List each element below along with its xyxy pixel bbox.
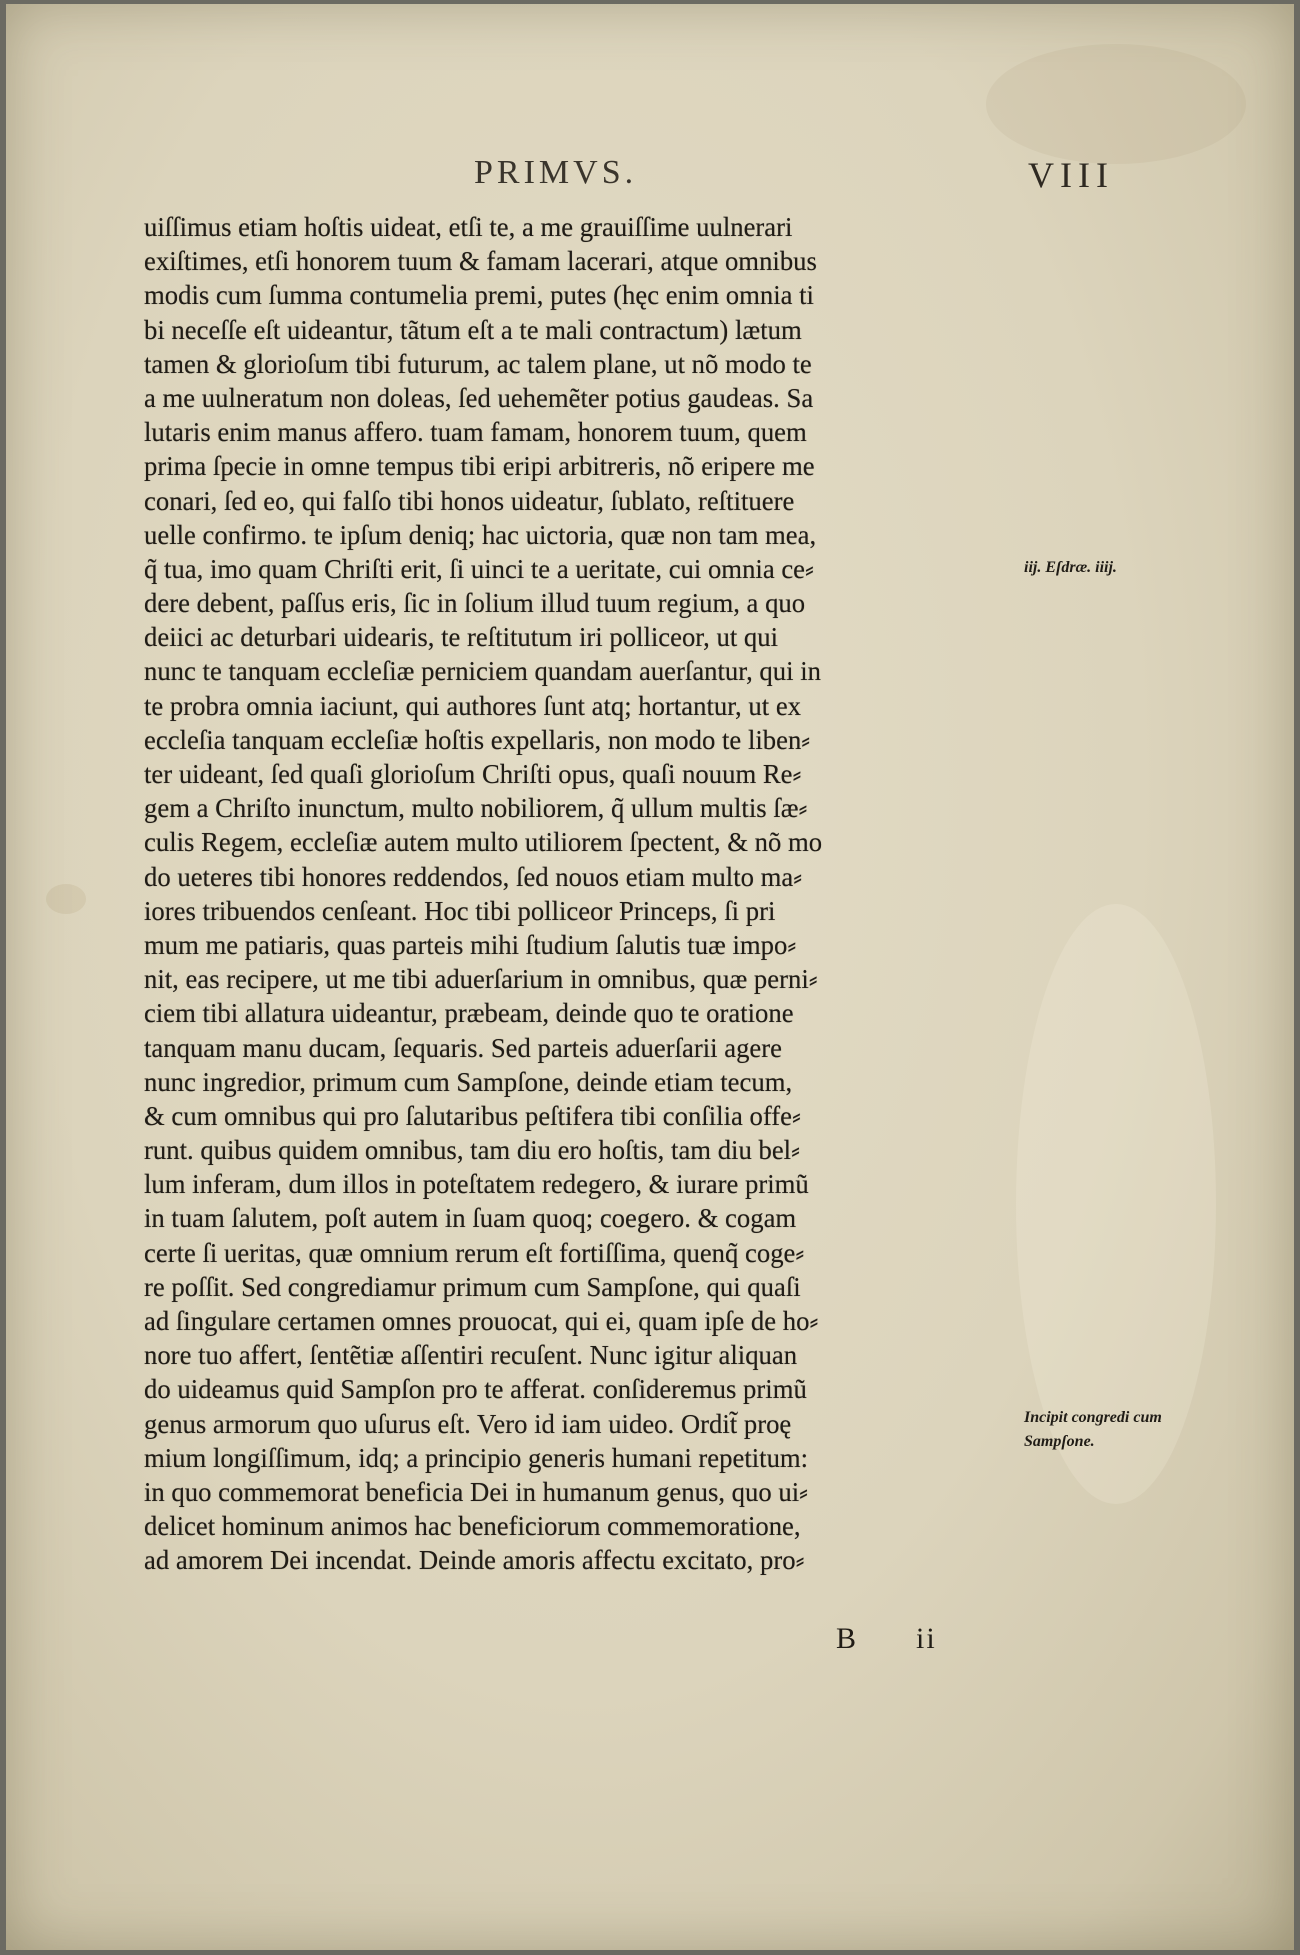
text-line: ter uideant, ſed quaſi glorioſum Chriſti opus, quaſi nouum Re⸗: [144, 759, 802, 789]
text-line: mum me patiaris, quas parteis mihi ſtudium ſalutis tuæ impo⸗: [144, 929, 797, 960]
text-line: dere debent, paſſus eris, ſic in ſolium illud tuum regium, a quo: [144, 588, 806, 619]
text-line: uiſſimus etiam hoſtis uideat, etſi te, a me grauiſſime uulnerari: [144, 212, 793, 242]
text-line: nore tuo affert, ſentẽtiæ aſſentiri recuſent. Nunc igitur aliquan: [144, 1340, 798, 1371]
text-line: iores tribuendos cenſeant. Hoc tibi polliceor Princeps, ſi pri: [144, 895, 776, 926]
text-line: q̃ tua, imo quam Chriſti erit, ſi uinci te a ueritate, cui omnia ce⸗: [144, 553, 814, 584]
body-text: [144, 210, 1004, 1578]
text-line: a me uulneratum non doleas, ſed uehemẽter potius gaudeas. Sa: [144, 382, 814, 413]
text-line: do uideamus quid Sampſon pro te afferat. conſideremus primũ: [144, 1374, 807, 1405]
text-line: re poſſit. Sed congrediamur primum cum Sampſone, qui quaſi: [144, 1271, 801, 1302]
text-line: ciem tibi allatura uideantur, præbeam, deinde quo te oratione: [144, 998, 794, 1029]
text-line: ad ſingulare certamen omnes prouocat, qui ei, quam ipſe de ho⸗: [144, 1306, 819, 1336]
text-line: bi neceſſe eſt uideantur, tãtum eſt a te mali contractum) lætum: [144, 314, 802, 345]
text-line: & cum omnibus qui pro ſalutaribus peſtifera tibi conſilia offe⸗: [144, 1100, 801, 1131]
text-line: in quo commemorat beneficia Dei in humanum genus, quo ui⸗: [144, 1476, 809, 1507]
signature-number: ii: [916, 1622, 937, 1655]
text-line: nunc ingredior, primum cum Sampſone, deinde etiam tecum,: [144, 1066, 793, 1097]
text-line: do ueteres tibi honores reddendos, ſed nouos etiam multo ma⸗: [144, 861, 803, 892]
text-line: prima ſpecie in omne tempus tibi eripi arbitreris, nõ eripere me: [144, 451, 815, 482]
marginal-note: Incipit congredi cum Sampſone.: [1024, 1409, 1162, 1450]
text-line: exiſtimes, etſi honorem tuum & famam lacerari, atque omnibus: [144, 246, 817, 277]
text-line: nit, eas recipere, ut me tibi aduerſarium in omnibus, quæ perni⸗: [144, 964, 818, 995]
text-line: tanquam manu ducam, ſequaris. Sed parteis aduerſarii agere: [144, 1032, 782, 1063]
text-line: modis cum ſumma contumelia premi, putes (hęc enim omnia ti: [144, 280, 814, 311]
text-line: mium longiſſimum, idq; a principio generis humani repetitum:: [144, 1442, 809, 1473]
text-line: in tuam ſalutem, poſt autem in ſuam quoq; coegero. & cogam: [144, 1203, 797, 1234]
text-line: certe ſi ueritas, quæ omnium rerum eſt fortiſſima, quenq̃ coge⸗: [144, 1237, 805, 1268]
text-line: gem a Chriſto inunctum, multo nobiliorem, q̃ ullum multis ſæ⸗: [144, 793, 808, 824]
running-head-title: PRIMVS.: [474, 154, 638, 191]
text-line: tamen & glorioſum tibi futurum, ac talem plane, ut nõ modo te: [144, 348, 812, 379]
signature-letter: B: [836, 1622, 859, 1655]
text-line: eccleſia tanquam eccleſiæ hoſtis expellaris, non modo te liben⸗: [144, 724, 811, 755]
text-line: conari, ſed eo, qui falſo tibi honos uideatur, ſublato, reſtituere: [144, 485, 795, 516]
text-line: culis Regem, eccleſiæ autem multo utiliorem ſpectent, & nõ mo: [144, 827, 823, 858]
foxing-stain: [986, 44, 1246, 164]
text-line: uelle confirmo. te ipſum deniq; hac uictoria, quæ non tam mea,: [144, 519, 817, 550]
text-line: genus armorum quo uſurus eſt. Vero id iam uideo. Ordit̃ proę: [144, 1408, 792, 1439]
running-head: [6, 154, 1294, 204]
text-line: lutaris enim manus affero. tuam famam, honorem tuum, quem: [144, 417, 807, 448]
text-line: nunc te tanquam eccleſiæ perniciem quandam auerſantur, qui in: [144, 656, 821, 687]
book-page: [6, 4, 1294, 1950]
text-line: runt. quibus quidem omnibus, tam diu ero hoſtis, tam diu bel⸗: [144, 1135, 800, 1166]
foxing-stain: [46, 884, 86, 914]
text-line: te probra omnia iaciunt, qui authores ſunt atq; hortantur, ut ex: [144, 690, 802, 721]
text-line: delicet hominum animos hac beneficiorum commemoratione,: [144, 1511, 801, 1542]
folio-number: VIII: [1028, 155, 1114, 195]
text-line: ad amorem Dei incendat. Deinde amoris affectu excitato, pro⸗: [144, 1545, 805, 1576]
text-line: deiici ac deturbari uidearis, te reſtitutum iri polliceor, ut qui: [144, 622, 779, 653]
marginal-note: iij. Eſdræ. iiij.: [1024, 559, 1117, 576]
text-line: lum inferam, dum illos in poteſtatem redegero, & iurare primũ: [144, 1169, 809, 1200]
